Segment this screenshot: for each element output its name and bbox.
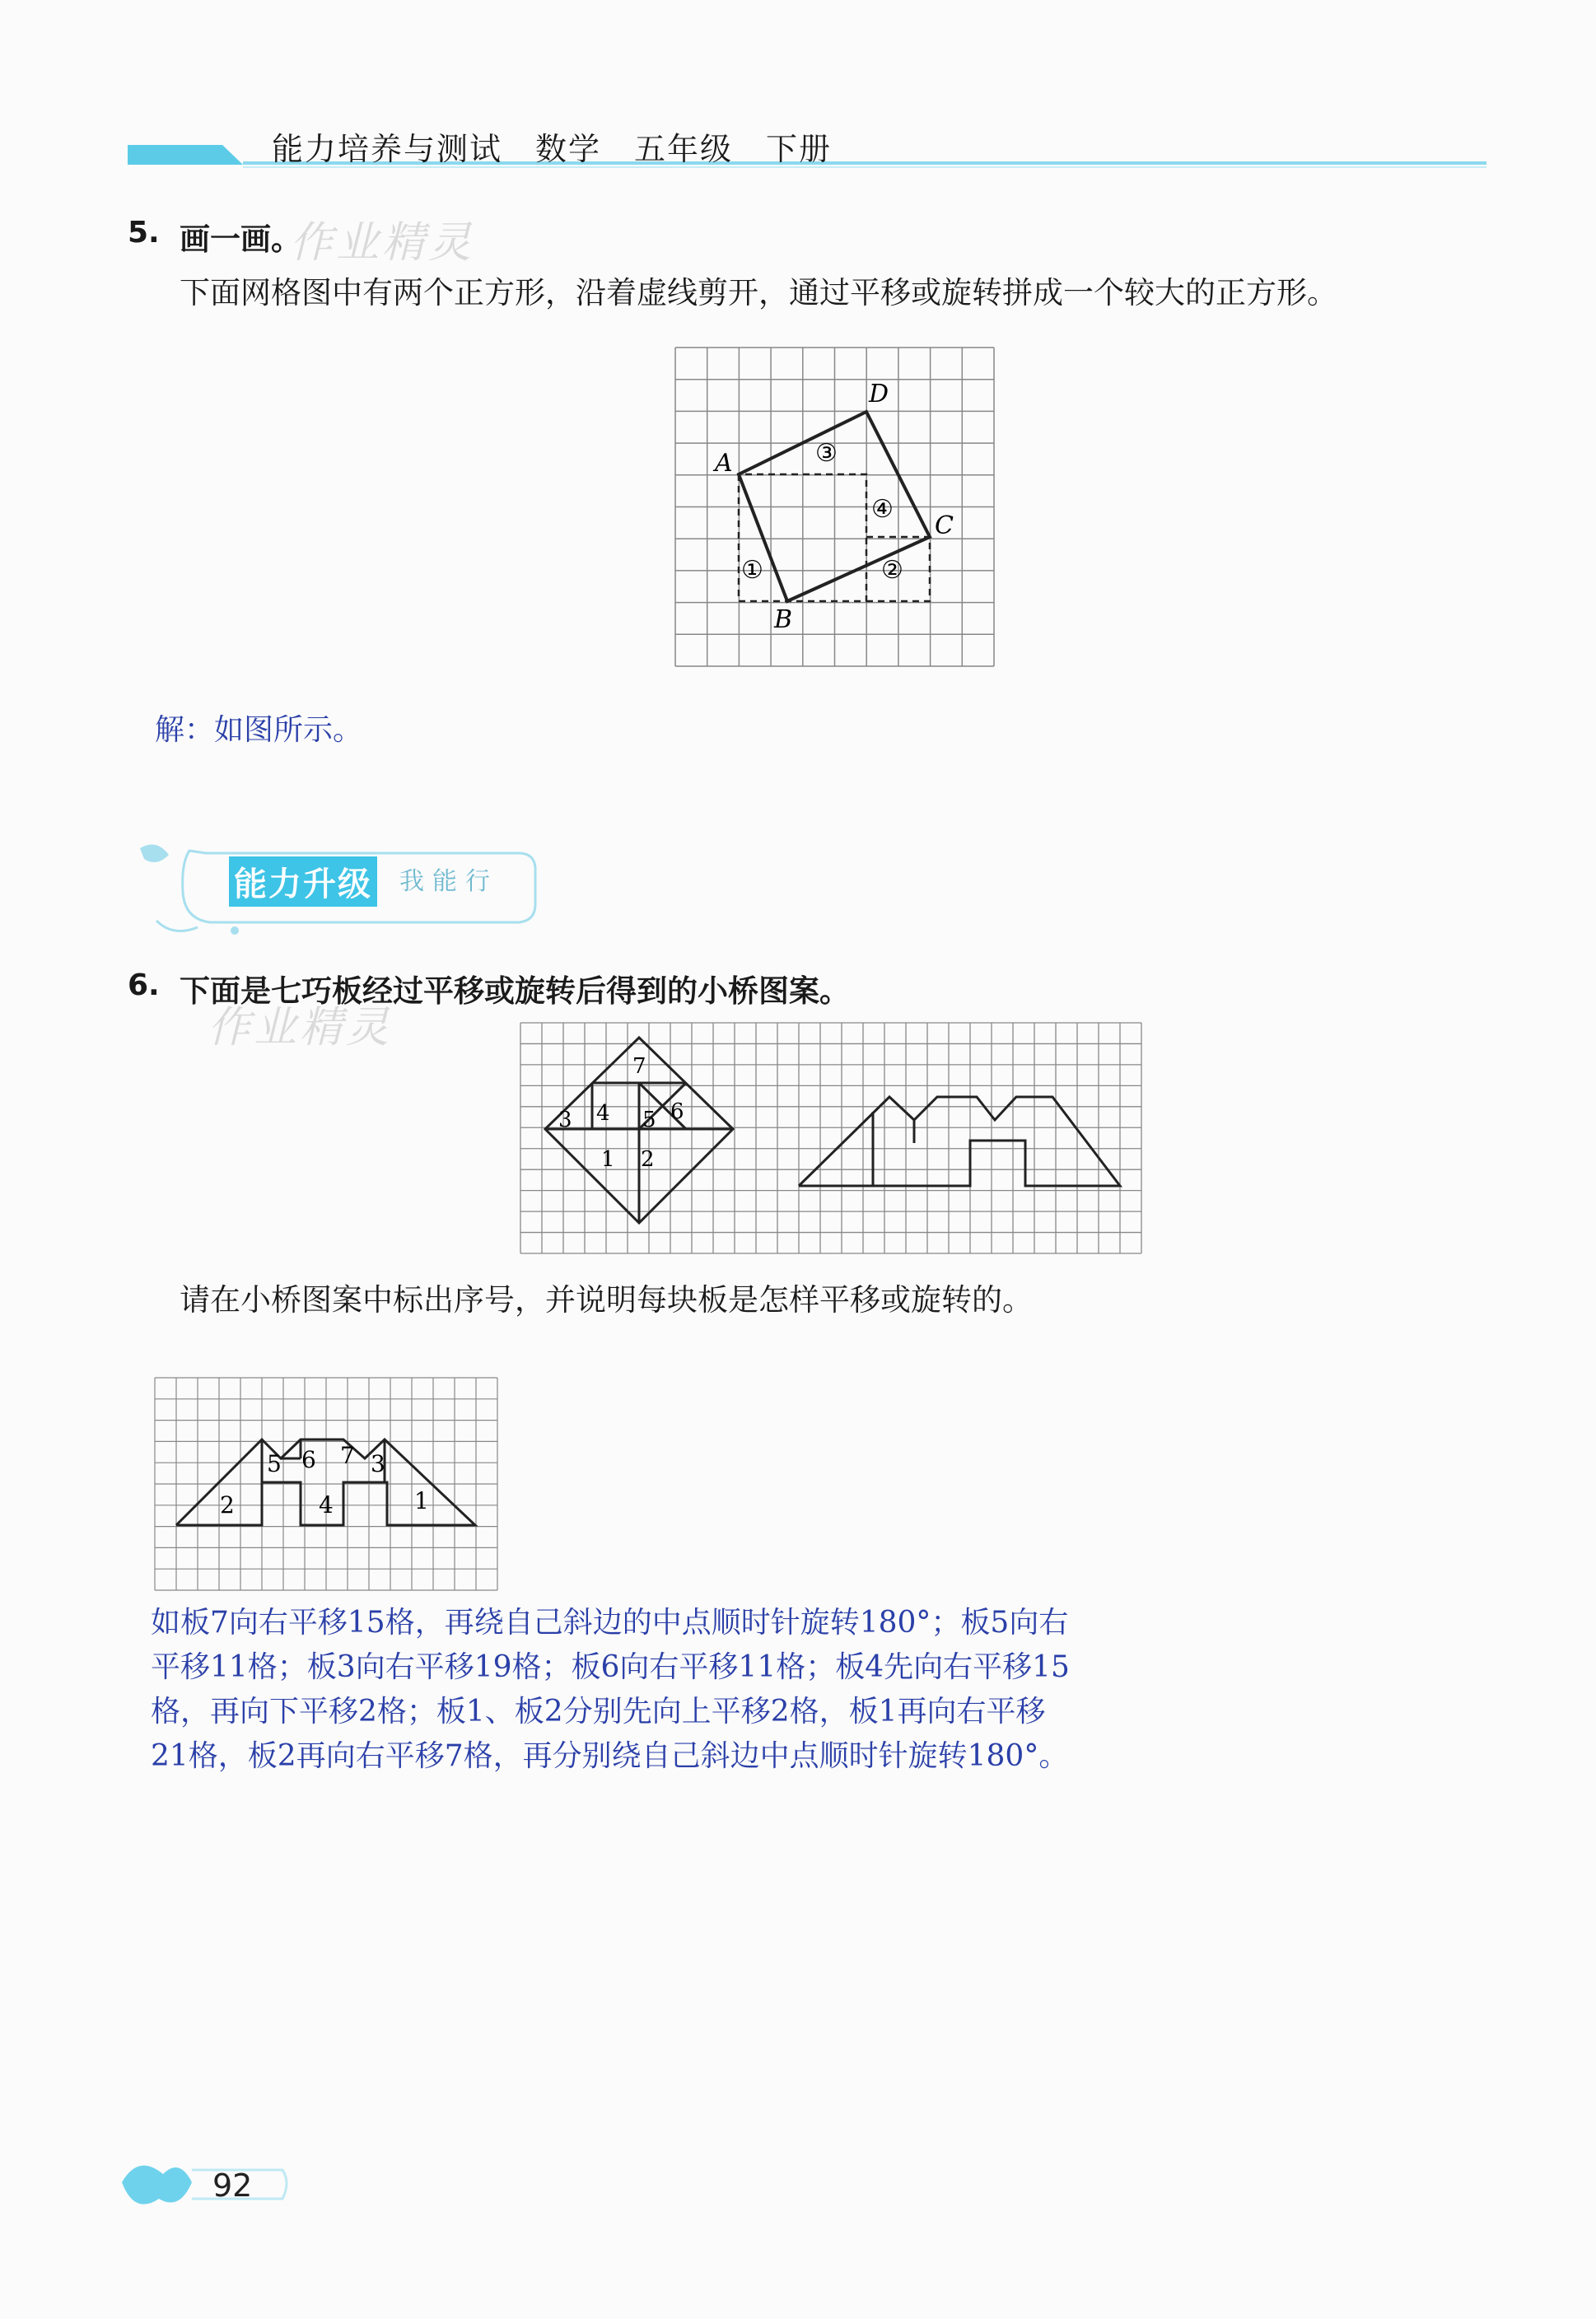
- a-label-4: 4: [319, 1491, 334, 1519]
- label-b: B: [774, 605, 793, 634]
- a-label-6: 6: [301, 1446, 316, 1473]
- a-label-3: 3: [371, 1450, 385, 1477]
- page-number: 92: [212, 2167, 253, 2204]
- t-label-6: 6: [670, 1099, 684, 1124]
- a-label-1: 1: [414, 1487, 429, 1514]
- q5-text: 下面网格图中有两个正方形，沿着虚线剪开，通过平移或旋转拼成一个较大的正方形。: [180, 275, 1337, 310]
- q6-answer-line-3: 格，再向下平移2格；板1、板2分别先向上平移2格，板1再向右平移: [151, 1695, 1046, 1729]
- header-title: 能力培养与测试 数学 五年级 下册: [272, 131, 833, 167]
- t-label-4: 4: [596, 1101, 610, 1126]
- q5-answer: 解：如图所示。: [155, 713, 363, 747]
- q6-answer-line-1: 如板7向右平移15格，再绕自己斜边的中点顺时针旋转180°；板5向右: [151, 1606, 1069, 1640]
- q6-instruction: 请在小桥图案中标出序号，并说明每块板是怎样平移或旋转的。: [180, 1282, 1033, 1318]
- t-label-5: 5: [642, 1108, 656, 1132]
- q6-bridge-outline: [799, 1097, 1120, 1186]
- label-c: C: [935, 511, 954, 540]
- q6-grid-lines: [520, 1023, 1141, 1253]
- q6-answer-line-2: 平移11格；板3向右平移19格；板6向右平移11格；板4先向右平移15: [151, 1650, 1070, 1684]
- q5-grid-lines: [675, 348, 994, 666]
- watermark-1: 作业精灵: [290, 218, 475, 268]
- t-label-1: 1: [601, 1147, 615, 1172]
- label-piece-3: ③: [815, 439, 838, 468]
- q6-answer-grid-lines: [155, 1378, 497, 1590]
- label-piece-4: ④: [871, 495, 894, 524]
- q6-answer: [151, 1601, 1070, 1779]
- q5-number: 5.: [128, 216, 160, 250]
- q6-answer-line-4: 21格，板2再向右平移7格，再分别绕自己斜边中点顺时针旋转180°。: [151, 1739, 1069, 1773]
- q6-title: 下面是七巧板经过平移或旋转后得到的小桥图案。: [180, 973, 850, 1009]
- q5-title: 画一画。: [180, 222, 301, 257]
- label-piece-1: ①: [741, 556, 763, 585]
- t-label-3: 3: [558, 1108, 572, 1132]
- q6-answer-figure: [152, 1375, 502, 1593]
- label-a: A: [715, 449, 733, 478]
- q6-number: 6.: [128, 968, 160, 1002]
- label-d: D: [869, 380, 889, 408]
- a-label-7: 7: [340, 1442, 355, 1469]
- t-label-7: 7: [632, 1054, 646, 1079]
- section-badge: 能力升级: [229, 856, 377, 907]
- q6-tangram-figure: [519, 1021, 1145, 1256]
- label-piece-2: ②: [881, 556, 903, 585]
- a-label-2: 2: [220, 1491, 235, 1519]
- t-label-2: 2: [641, 1147, 655, 1172]
- watermark-2: 作业精灵: [208, 1003, 393, 1052]
- page-number-decoration: [114, 2149, 295, 2223]
- a-label-5: 5: [267, 1450, 282, 1477]
- q5-grid-figure: [651, 338, 1013, 692]
- section-badge-sub: 我能行: [399, 867, 498, 896]
